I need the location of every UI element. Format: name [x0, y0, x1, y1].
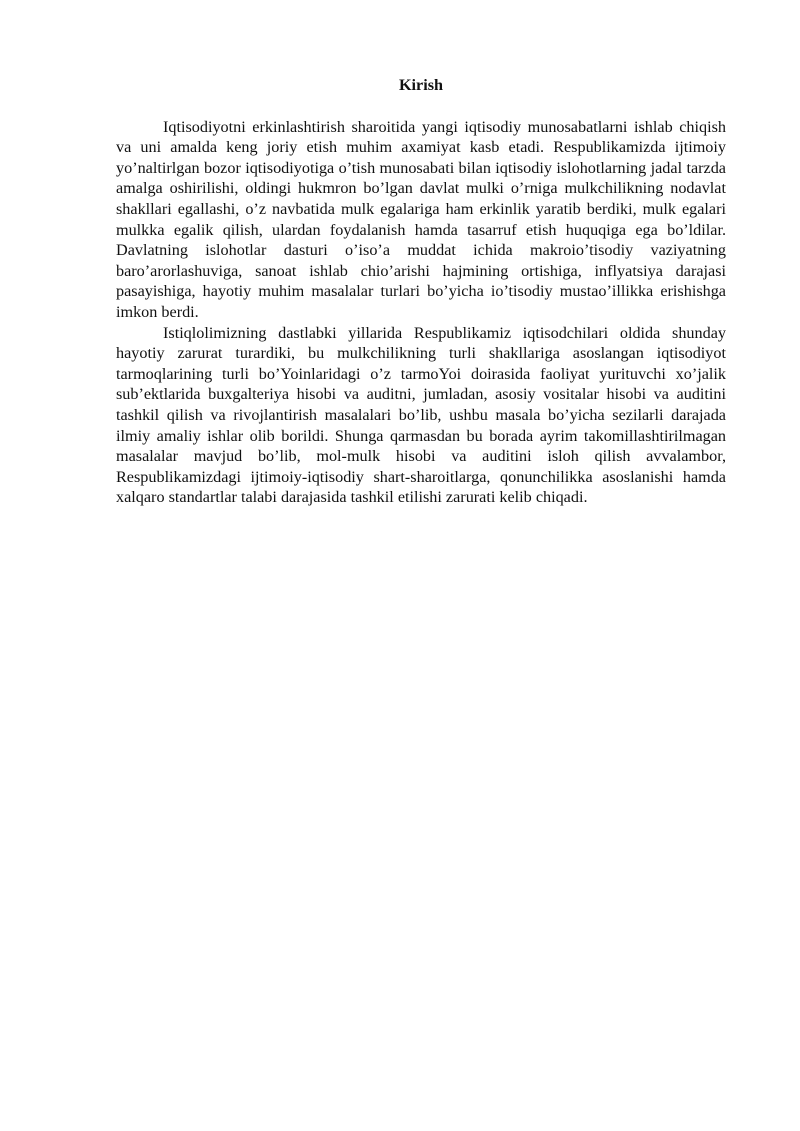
document-title: Kirish: [398, 76, 444, 94]
paragraph-1: Iqtisodiyotni erkinlashtirish sharoitida yangi iqtisodiy munosabatlarni ishlab chiqish va uni amalda keng joriy etish muhim axamiyat kasb etadi. Respublikamizda ijtimoiy yo’naltirlgan bozor iqtisodiyotiga o’tish munosabati bilan iqtisodiy islohotlarning jadal tarzda amalga oshirilishi, oldingi hukmron bo’lgan davlat mulki o’rniga mulkchilikning nodavlat shakllari egallashi, o’z navbatida mulk egalariga ham erkinlik yaratib berdiki, mulk egalari mulkka egalik qilish, ulardan foydalanish hamda tasarruf etish huquqiga ega bo’ldilar. Davlatning islohotlar dasturi o’iso’a muddat ichida makroio’tisodiy vaziyatning baro’arorlashuviga, sanoat ishlab chio’arishi hajmining ortishiga, inflyatsiya darajasi pasayishiga, hayotiy muhim masalalar turlari bo’yicha io’tisodiy mustao’illikka erishishga imkon berdi.: [116, 117, 726, 321]
paragraph-2: Istiqlolimizning dastlabki yillarida Respublikamiz iqtisodchilari oldida shunday hayotiy zarurat turardiki, bu mulkchilikning turli shakllariga asoslangan iqtisodiyot tarmoqlarining turli bo’Yoinlaridagi o’z tarmoYoi doirasida faoliyat yurituvchi xo’jalik sub’ektlarida buxgalteriya hisobi va auditni, jumladan, asosiy vositalar hisobi va auditini tashkil qilish va rivojlantirish masalalari bo’lib, ushbu masala bo’yicha sezilarli darajada ilmiy amaliy ishlar olib borildi. Shunga qarmasdan bu borada ayrim takomillashtirilmagan masalalar mavjud bo’lib, mol-mulk hisobi va auditini isloh qilish avvalambor, Respublikamizdagi ijtimoiy-iqtisodiy shart-sharoitlarga, qonunchilikka asoslanishi hamda xalqaro standartlar talabi darajasida tashkil etilishi zarurati kelib chiqadi.: [116, 323, 726, 507]
document-page: [116, 75, 726, 508]
